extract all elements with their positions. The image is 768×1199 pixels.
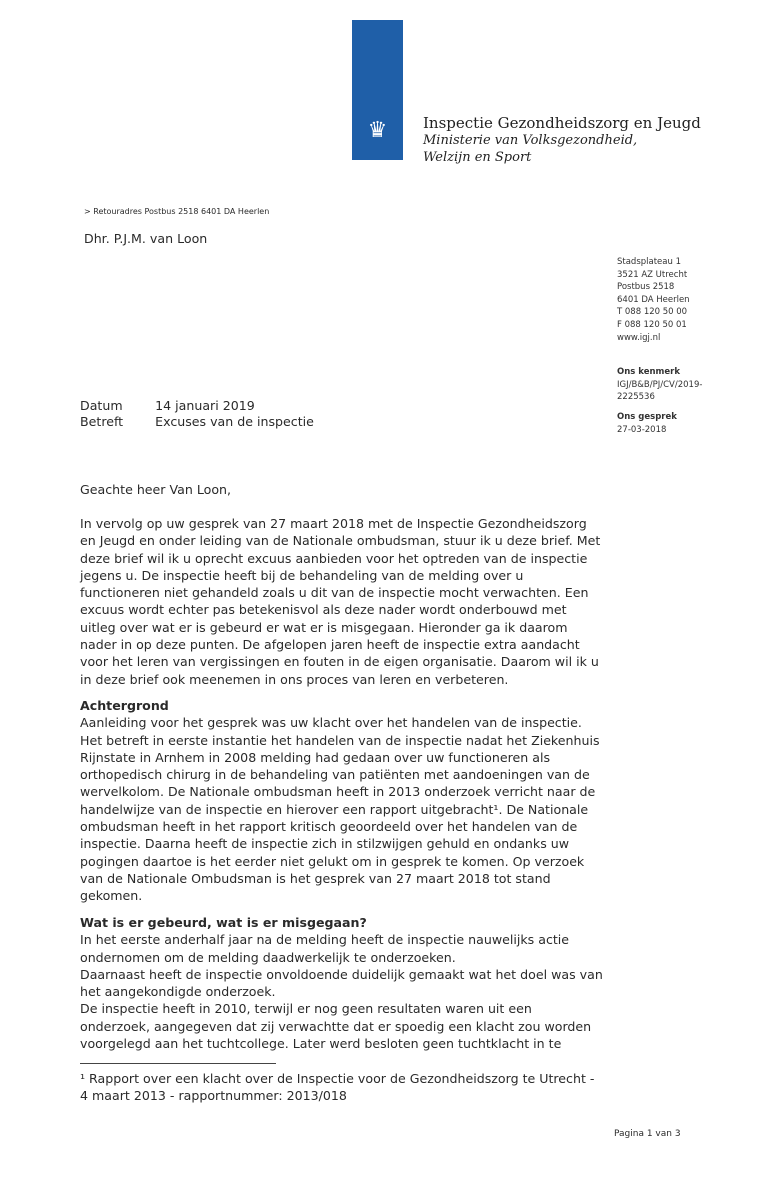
text-line: voor het leren van vergissingen en fouten in de eigen organisatie. Daarom wil ik u — [80, 654, 599, 670]
text-line: wervelkolom. De Nationale ombudsman heeft in 2013 onderzoek verricht naar de — [80, 784, 596, 800]
address-line: 6401 DA Heerlen — [617, 294, 690, 305]
section-heading: Achtergrond — [80, 698, 169, 713]
gesprek-value: 27-03-2018 — [617, 424, 667, 435]
gesprek-label: Ons gesprek — [617, 411, 677, 422]
return-address: > Retouradres Postbus 2518 6401 DA Heerlen — [84, 207, 270, 216]
address-line: 3521 AZ Utrecht — [617, 269, 688, 280]
text-line: deze brief wil ik u oprecht excuus aanbieden voor het optreden van de inspectie — [80, 550, 588, 566]
text-line: Het betreft in eerste instantie het handelen van de inspectie nadat het Ziekenhuis — [80, 732, 600, 748]
text-line: gekomen. — [80, 888, 143, 904]
ministry-line1: Ministerie van Volksgezondheid, — [423, 133, 638, 148]
letter-meta — [80, 398, 328, 430]
text-line: Rijnstate in Arnhem in 2008 melding had gedaan over uw functioneren als — [80, 749, 551, 765]
section-achtergrond — [80, 697, 600, 905]
recipient: Dhr. P.J.M. van Loon — [84, 231, 208, 246]
text-line: jegens u. De inspectie heeft bij de behandeling van de melding over u — [80, 567, 524, 583]
text-line: Aanleiding voor het gesprek was uw klacht over het handelen van de inspectie. — [80, 715, 582, 731]
datum-label: Datum — [80, 398, 123, 413]
salutation: Geachte heer Van Loon, — [80, 482, 232, 497]
text-line: het aangekondigde onderzoek. — [80, 984, 276, 1000]
footnote-line: 4 maart 2013 - rapportnummer: 2013/018 — [80, 1088, 347, 1104]
text-line: voorgelegd aan het tuchtcollege. Later werd besloten geen tuchtklacht in te — [80, 1036, 562, 1052]
page-number: Pagina 1 van 3 — [614, 1129, 681, 1139]
text-line: van de Nationale Ombudsman is het gesprek van 27 maart 2018 tot stand — [80, 870, 551, 886]
coat-of-arms-icon: ♛ — [367, 118, 388, 143]
text-line: excuus wordt echter pas betekenisvol als deze nader wordt onderbouwd met — [80, 602, 567, 618]
text-line: handelwijze van de inspectie en hierover een rapport uitgebracht¹. De Nationale — [80, 801, 589, 817]
text-line: pogingen daartoe is het eerder niet gelukt om in gesprek te komen. Op verzoek — [80, 853, 585, 869]
paragraph-intro — [80, 515, 600, 688]
kenmerk-value: IGJ/B&B/PJ/CV/2019- — [617, 379, 703, 390]
text-line: in deze brief ook meenemen in ons proces van leren en verbeteren. — [80, 671, 509, 687]
betreft-label: Betreft — [80, 414, 124, 429]
kenmerk-label: Ons kenmerk — [617, 367, 681, 378]
text-line: In het eerste anderhalf jaar na de melding heeft de inspectie nauwelijks actie — [80, 932, 570, 948]
text-line: functioneren niet gehandeld zoals u dit van de inspectie mocht verwachten. Een — [80, 585, 589, 601]
footnote-line: ¹ Rapport over een klacht over de Inspectie voor de Gezondheidszorg te Utrecht - — [80, 1071, 595, 1086]
betreft-value: Excuses van de inspectie — [155, 414, 314, 429]
phone: T 088 120 50 00 — [617, 307, 688, 318]
rijksoverheid-logo — [352, 20, 403, 160]
ministry-line2: Welzijn en Sport — [423, 150, 532, 165]
website: www.igj.nl — [617, 332, 661, 343]
text-line: ombudsman heeft in het rapport kritisch geoordeeld over het handelen van de — [80, 819, 578, 835]
text-line: uitleg over wat er is gebeurd er wat er is misgegaan. Hieronder ga ik daarom — [80, 619, 568, 635]
org-name: Inspectie Gezondheidszorg en Jeugd — [423, 114, 701, 132]
sender-sidebar — [617, 256, 702, 436]
text-line: Daarnaast heeft de inspectie onvoldoende duidelijk gemaakt wat het doel was van — [80, 966, 603, 982]
text-line: In vervolg op uw gesprek van 27 maart 2018 met de Inspectie Gezondheidszorg — [80, 516, 587, 531]
fax: F 088 120 50 01 — [617, 319, 687, 330]
text-line: inspectie. Daarna heeft de inspectie zich in stilzwijgen gehuld en ondanks uw — [80, 836, 570, 852]
text-line: nader in op deze punten. De afgelopen jaren heeft de inspectie extra aandacht — [80, 637, 580, 653]
section-heading: Wat is er gebeurd, wat is er misgegaan? — [80, 915, 367, 930]
address-line: Stadsplateau 1 — [617, 257, 681, 267]
datum-value: 14 januari 2019 — [155, 398, 255, 413]
text-line: onderzoek, aangegeven dat zij verwachtte dat er spoedig een klacht zou worden — [80, 1018, 592, 1034]
footnote-divider — [80, 1063, 276, 1064]
text-line: De inspectie heeft in 2010, terwijl er nog geen resultaten waren uit een — [80, 1001, 532, 1017]
text-line: en Jeugd en onder leiding van de Nationale ombudsman, stuur ik u deze brief. Met — [80, 533, 601, 549]
kenmerk-value: 2225536 — [617, 392, 655, 403]
text-line: ondernomen om de melding daadwerkelijk te onderzoeken. — [80, 949, 456, 965]
section-wat-is-er-gebeurd — [80, 914, 603, 1052]
organization-header — [423, 114, 701, 166]
address-line: Postbus 2518 — [617, 282, 675, 293]
text-line: orthopedisch chirurg in de behandeling van patiënten met aandoeningen van de — [80, 767, 590, 783]
footnote — [80, 1070, 594, 1105]
